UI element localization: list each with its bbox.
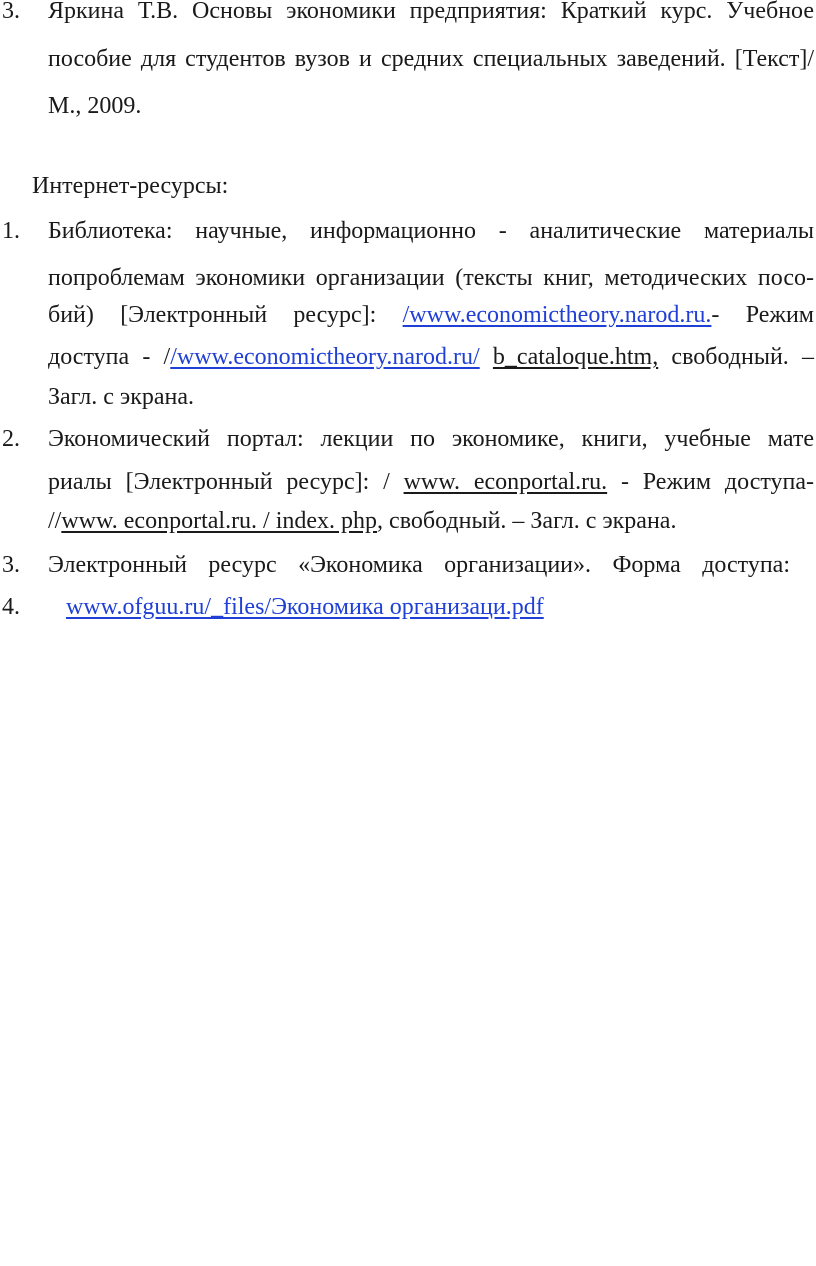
item-3-number: 3. bbox=[2, 552, 20, 578]
item-1-line-4 bbox=[48, 342, 814, 372]
economictheory-link[interactable]: /www.economictheory.narod.ru. bbox=[402, 302, 712, 328]
ofguu-pdf-link[interactable]: www.ofguu.ru/_files/Экономика организаци.pdf bbox=[66, 594, 544, 620]
item-1-line-3-suffix: - Режим bbox=[711, 302, 814, 328]
item-1-line-1: Библиотека: научные, информационно - аналитические материалы bbox=[48, 218, 814, 244]
item-1-line-4-text: доступа - / bbox=[48, 344, 171, 370]
item-1-line-3 bbox=[48, 300, 814, 330]
item-2-number: 2. bbox=[2, 426, 20, 452]
econportal-link[interactable]: www. econportal.ru. bbox=[403, 469, 608, 495]
internet-resources-heading: Интернет-ресурсы: bbox=[32, 173, 229, 199]
item-1-line-3-text: бий) [Электронный ресурс]: bbox=[48, 302, 377, 328]
catalogue-link[interactable]: b_cataloque.htm, bbox=[492, 344, 659, 370]
item-2-line-3-suffix: , свободный. – Загл. с экрана. bbox=[377, 508, 677, 534]
item-1-line-5: Загл. с экрана. bbox=[48, 384, 195, 410]
item-2-line-2-text: риалы [Электронный ресурс]: / bbox=[48, 469, 390, 495]
item-4-line-1 bbox=[66, 592, 816, 622]
ref-3-line-1: Яркина Т.В. Основы экономики предприятия: Краткий курс. Учебное bbox=[48, 0, 814, 24]
economictheory-access-link[interactable]: /www.economictheory.narod.ru/ bbox=[170, 344, 480, 370]
ref-3-line-3: М., 2009. bbox=[48, 93, 142, 119]
econportal-index-link[interactable]: www. econportal.ru. / index. php bbox=[61, 508, 378, 534]
item-2-line-2 bbox=[48, 467, 814, 497]
item-2-line-1: Экономический портал: лекции по экономике, книги, учебные мате bbox=[48, 426, 814, 452]
item-1-line-4-suffix: свободный. – bbox=[671, 344, 815, 370]
item-2-line-3-prefix: // bbox=[48, 508, 62, 534]
item-4-number: 4. bbox=[2, 594, 20, 620]
item-2-line-3 bbox=[48, 506, 814, 536]
item-2-line-2-suffix: - Режим доступа- bbox=[620, 469, 815, 495]
ref-3-line-2: пособие для студентов вузов и средних специальных заведений. [Текст]/ bbox=[48, 46, 814, 72]
item-1-number: 1. bbox=[2, 218, 20, 244]
item-1-line-2: попроблемам экономики организации (тексты книг, методических посо- bbox=[48, 265, 814, 291]
ref-3-number: 3. bbox=[2, 0, 20, 24]
item-3-line-1: Электронный ресурс «Экономика организации». Форма доступа: bbox=[48, 552, 790, 578]
